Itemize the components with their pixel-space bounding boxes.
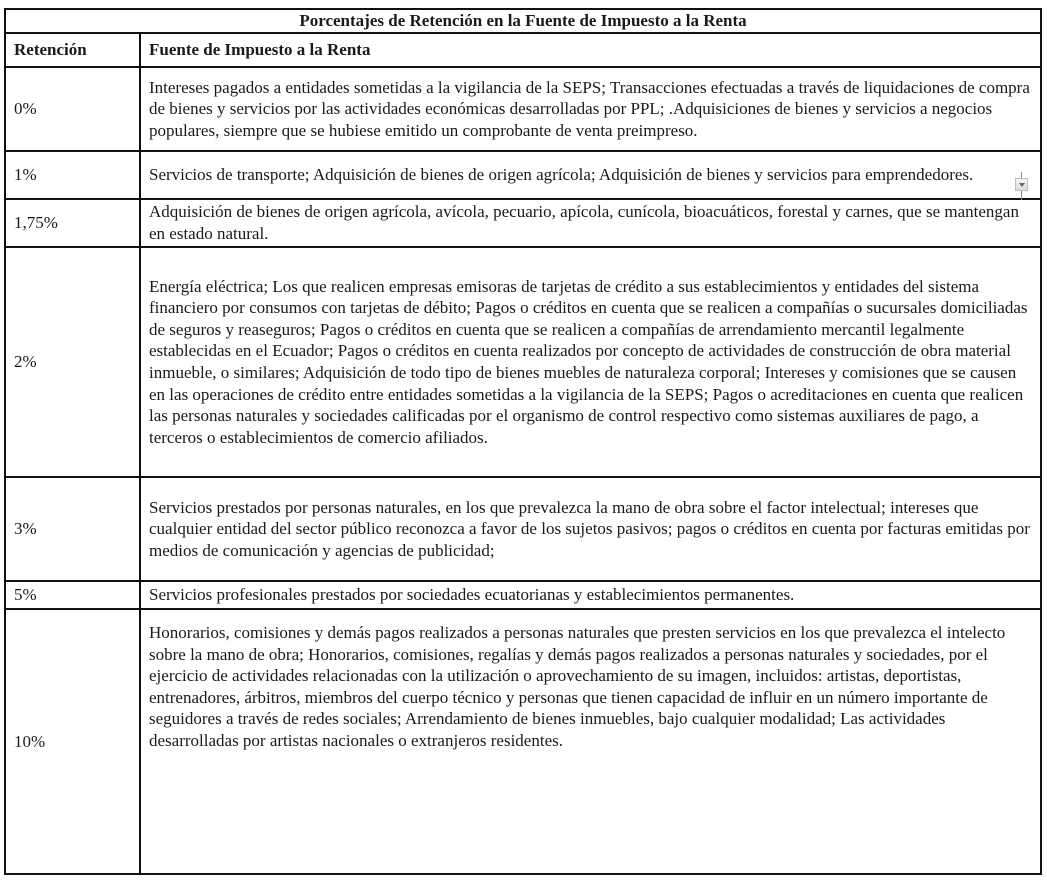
description-cell: Intereses pagados a entidades sometidas a la vigilancia de la SEPS; Transacciones efectuadas a través de liquidaciones de compra de bienes y servicios por las actividades económicas desarrolladas por PPL; .Adquisiciones de bienes y servicios a negocios populares, siempre que se hubiese emitido un comprobante de venta preimpreso. <box>140 67 1041 151</box>
description-cell: Adquisición de bienes de origen agrícola, avícola, pecuario, apícola, cunícola, bioacuáticos, forestal y carnes, que se mantengan en estado natural. <box>140 199 1041 247</box>
retention-table <box>4 8 1042 875</box>
title-row <box>5 9 1041 33</box>
description-cell: Servicios de transporte; Adquisición de bienes de origen agrícola; Adquisición de bienes y servicios para emprendedores. <box>140 151 1041 199</box>
header-retencion: Retención <box>5 33 140 67</box>
table-row <box>5 477 1041 581</box>
header-fuente: Fuente de Impuesto a la Renta <box>140 33 1041 67</box>
table-row <box>5 151 1041 199</box>
description-cell: Energía eléctrica; Los que realicen empresas emisoras de tarjetas de crédito a sus establecimientos y entidades del sistema financiero por consumos con tarjetas de débito; Pagos o créditos en cuenta que se realicen a compañías o sucursales domiciliadas de seguros y reaseguros; Pagos o créditos en cuenta que se realicen a compañías de arrendamiento mercantil legalmente establecidas en el Ecuador; Pagos o créditos en cuenta realizados por concepto de actividades de construcción de obra material inmueble, o similares; Adquisición de todo tipo de bienes muebles de naturaleza corporal; Intereses y comisiones que se causen en las operaciones de crédito entre entidades sometidas a la vigilancia de la SEPS; Pagos o acreditaciones en cuenta que realicen las personas naturales y sociedades calificadas por el organismo de control respectivo como sistemas auxiliares de pago, a terceros o establecimientos de comercio afiliados. <box>140 247 1041 477</box>
rate-cell: 2% <box>5 247 140 477</box>
rate-cell: 0% <box>5 67 140 151</box>
rate-cell: 1% <box>5 151 140 199</box>
rate-cell: 3% <box>5 477 140 581</box>
table-row <box>5 581 1041 609</box>
description-cell: Servicios prestados por personas naturales, en los que prevalezca la mano de obra sobre el factor intelectual; intereses que cualquier entidad del sector público reconozca a favor de los sujetos pasivos; pagos o créditos en cuenta por facturas emitidas por medios de comunicación y agencias de publicidad; <box>140 477 1041 581</box>
description-cell: Honorarios, comisiones y demás pagos realizados a personas naturales que presten servicios en los que prevalezca el intelecto sobre la mano de obra; Honorarios, comisiones, regalías y demás pagos realizados a personas naturales y sociedades, por el ejercicio de actividades relacionadas con la utilización o aprovechamiento de su imagen, incluidos: artistas, deportistas, entrenadores, árbitros, miembros del cuerpo técnico y personas que tienen capacidad de influir en un número importante de seguidores a través de redes sociales; Arrendamiento de bienes inmuebles, bajo cualquier modalidad; Las actividades desarrolladas por artistas nacionales o extranjeros residentes. <box>140 609 1041 874</box>
table-title: Porcentajes de Retención en la Fuente de Impuesto a la Renta <box>5 9 1041 33</box>
rate-cell: 1,75% <box>5 199 140 247</box>
rate-cell: 5% <box>5 581 140 609</box>
rate-cell: 10% <box>5 609 140 874</box>
table-row <box>5 67 1041 151</box>
table-row <box>5 247 1041 477</box>
description-cell: Servicios profesionales prestados por sociedades ecuatorianas y establecimientos permanentes. <box>140 581 1041 609</box>
table-row <box>5 609 1041 874</box>
chevron-down-icon[interactable] <box>1015 178 1028 191</box>
header-row <box>5 33 1041 67</box>
table-row <box>5 199 1041 247</box>
